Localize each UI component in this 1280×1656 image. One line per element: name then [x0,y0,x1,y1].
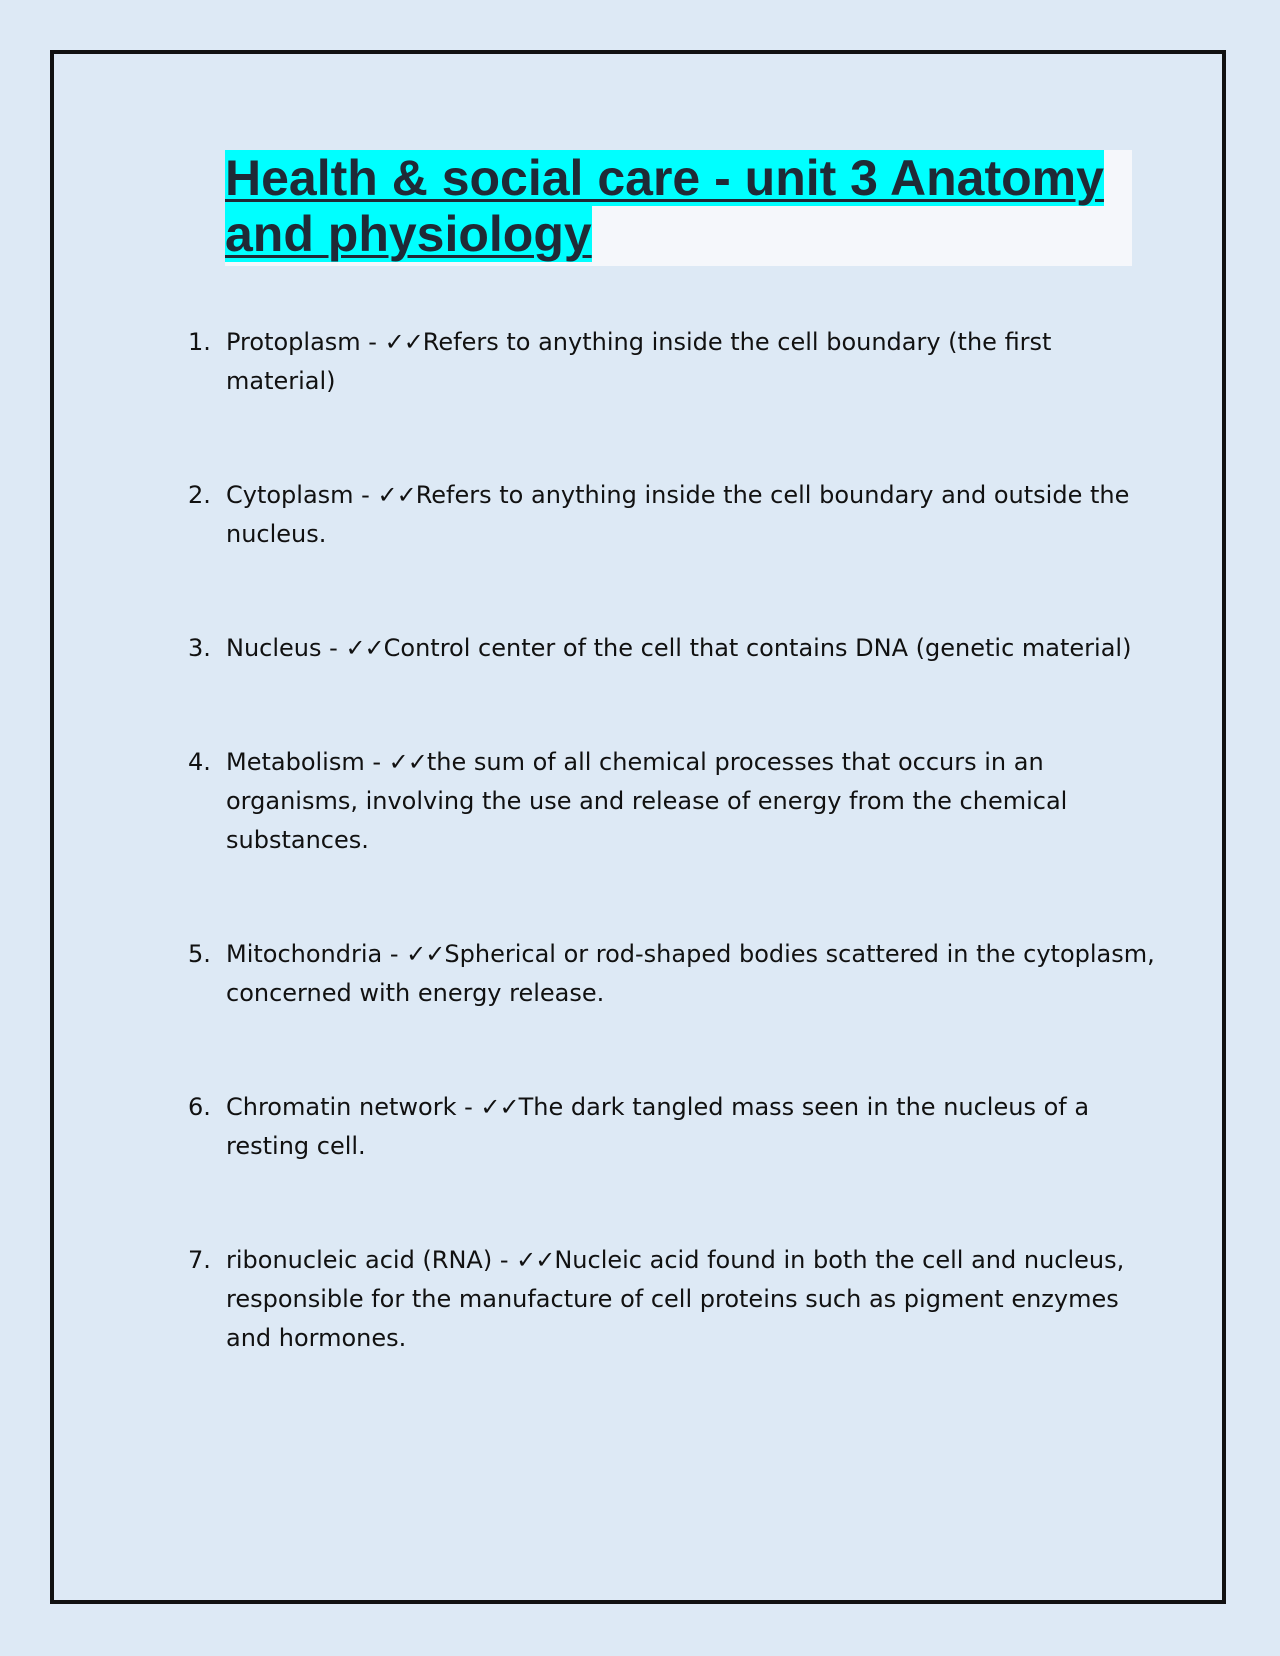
item-body [226,1088,1160,1166]
item-definition: The dark tangled mass seen in the nucleus of a resting cell. [226,1093,1090,1160]
item-definition: Refers to anything inside the cell boundary (the first material) [226,328,1052,395]
item-number: 3. [188,634,211,662]
document-title-text: Health & social care - unit 3 Anatomy and physiology [225,150,1104,262]
item-body [226,743,1160,860]
double-check-icon: ✓✓ [388,748,427,776]
double-check-icon: ✓✓ [377,481,416,509]
item-definition: Control center of the cell that contains DNA (genetic material) [383,634,1132,662]
item-term: Chromatin network - [226,1093,481,1121]
item-number: 2. [188,481,211,509]
item-number: 4. [188,748,211,776]
item-body [226,476,1160,554]
item-term: ribonucleic acid (RNA) - [226,1246,517,1274]
list-item [180,476,1160,554]
item-definition: the sum of all chemical processes that occurs in an organisms, involving the use and release of energy from the chemical substances. [226,748,1068,854]
item-definition: Spherical or rod-shaped bodies scattered in the cytoplasm, concerned with energy release. [226,940,1155,1007]
item-term: Mitochondria - [226,940,407,968]
list-item [180,323,1160,401]
title-box [225,150,1132,266]
list-item [180,1241,1160,1358]
list-item [180,935,1160,1013]
list-item [180,629,1160,668]
item-term: Nucleus - [226,634,346,662]
document-title [225,150,1132,262]
item-term: Metabolism - [226,748,389,776]
list-item [180,743,1160,860]
item-term: Cytoplasm - [226,481,378,509]
double-check-icon: ✓✓ [345,634,384,662]
double-check-icon: ✓✓ [516,1246,555,1274]
list-item [180,1088,1160,1166]
item-number: 6. [188,1093,211,1121]
item-body [226,1241,1160,1358]
item-definition: Refers to anything inside the cell boundary and outside the nucleus. [226,481,1130,548]
double-check-icon: ✓✓ [480,1093,519,1121]
item-term: Protoplasm - [226,328,385,356]
double-check-icon: ✓✓ [384,328,423,356]
double-check-icon: ✓✓ [406,940,445,968]
item-body [226,323,1160,401]
item-number: 7. [188,1246,211,1274]
item-number: 5. [188,940,211,968]
item-body [226,935,1160,1013]
item-definition: Nucleic acid found in both the cell and nucleus, responsible for the manufacture of cell proteins such as pigment enzymes and hormones. [226,1246,1125,1352]
item-number: 1. [188,328,211,356]
item-body [226,629,1160,668]
